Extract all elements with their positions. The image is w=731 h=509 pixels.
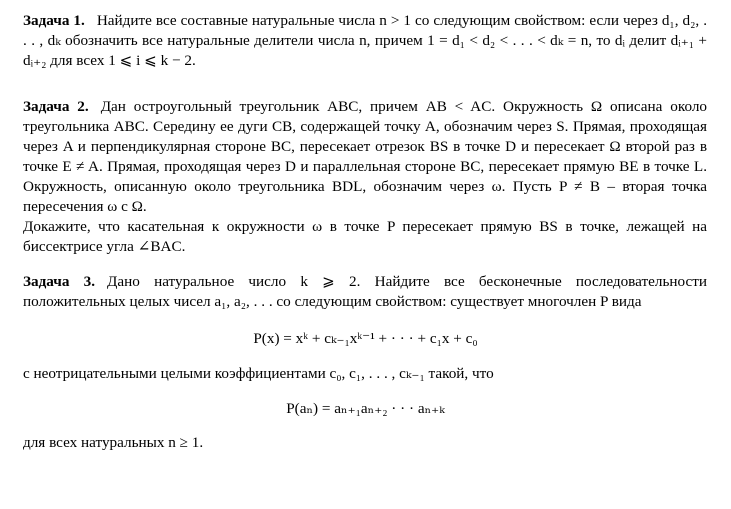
problem-1-title: Задача 1.	[23, 12, 85, 29]
problem-3-formula-2: P(aₙ) = aₙ₊₁aₙ₊₂ · · · aₙ₊ₖ	[286, 400, 445, 417]
problem-3-formula-1: P(x) = xᵏ + cₖ₋₁xᵏ⁻¹ + · · · + c₁x + c₀	[253, 330, 478, 347]
problem-2-paragraph-2	[23, 217, 707, 257]
problem-3-text-2: с неотрицательными целыми коэффициентами c₀, c₁, . . . , cₖ₋₁ такой, что	[23, 365, 494, 382]
problem-2-text: Дан остроугольный треугольник ABC, причем AB < AC. Окружность Ω описана около треугольника ABC. Середину ее дуги CB, содержащей точку A, обозначим через S. Прямая, проходящая через A и перпендикулярная стороне BC, пересекает отрезок BS в точке D и пересекает Ω второй раз в точке E ≠ A. Прямая, проходящая через D и параллельная стороне BC, пересекает прямую BE в точке L. Окружность, описанную около треугольника BDL, обозначим через ω. Пусть P ≠ B – вторая точка пересечения ω с Ω.	[23, 98, 708, 215]
problem-2-title: Задача 2.	[23, 98, 89, 115]
problem-2-text-2: Докажите, что касательная к окружности ω в точке P пересекает прямую BS в точке, лежащей на биссектрисе угла ∠BAC.	[23, 218, 707, 255]
problem-3-title: Задача 3.	[23, 273, 96, 290]
problem-3-text-3: для всех натуральных n ≥ 1.	[23, 434, 204, 451]
problem-1-paragraph	[23, 11, 707, 71]
problem-3-paragraph	[23, 272, 707, 312]
problem-3-text: Дано натуральное число k ⩾ 2. Найдите все бесконечные последовательности положительных целых чисел a₁, a₂, . . . со следующим свойством: существует многочлен P вида	[23, 273, 707, 310]
problem-3	[23, 272, 707, 312]
problem-2-paragraph	[23, 97, 707, 217]
problem-1-text: Найдите все составные натуральные числа n > 1 со следующим свойством: если через d₁, d₂, . . . , dₖ обозначить все натуральные делители числа n, причем 1 = d₁ < d₂ < . . . < dₖ = n, то dᵢ делит dᵢ₊₁ + dᵢ₊₂ для всех 1 ⩽ i ⩽ k − 2.	[23, 12, 707, 69]
problem-2	[23, 97, 707, 257]
problem-1	[23, 11, 707, 71]
